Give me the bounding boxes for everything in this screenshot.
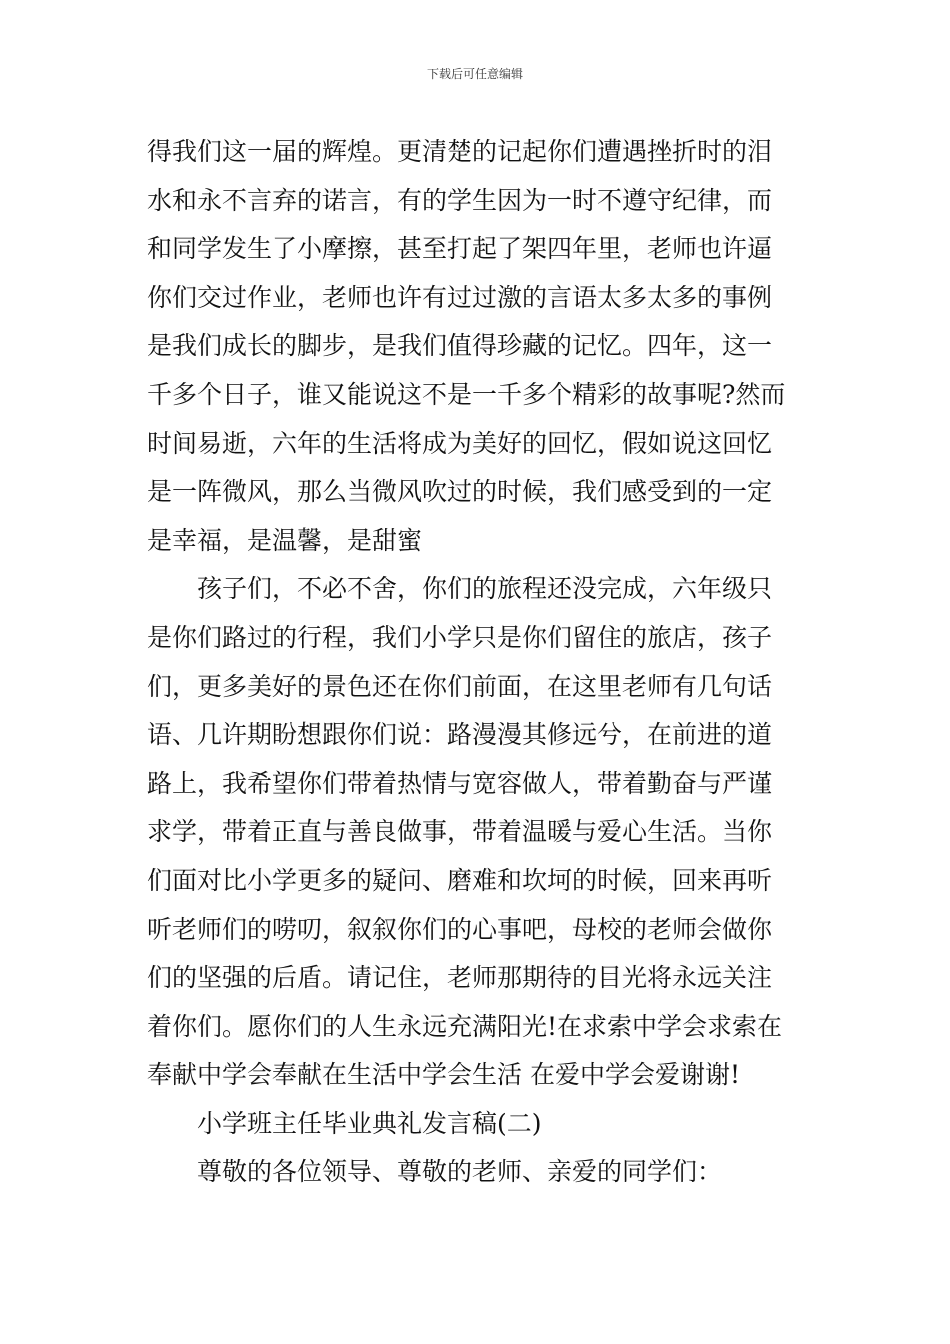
text-line: 们的坚强的后盾。请记住，老师那期待的目光将永远关注 <box>147 963 773 993</box>
text-line: 水和永不言弃的诺言，有的学生因为一时不遵守纪律，而 <box>147 185 773 215</box>
text-line: 奉献中学会奉献在生活中学会生活 在爱中学会爱谢谢! <box>147 1060 740 1090</box>
text-line: 时间易逝，六年的生活将成为美好的回忆，假如说这回忆 <box>147 428 773 458</box>
text-line: 语、几许期盼想跟你们说：路漫漫其修远兮，在前进的道 <box>147 720 773 750</box>
text-line: 得我们这一届的辉煌。更清楚的记起你们遭遇挫折时的泪 <box>147 137 773 166</box>
text-line: 们，更多美好的景色还在你们前面，在这里老师有几句话 <box>147 671 773 701</box>
page-header-note: 下载后可任意编辑 <box>426 67 523 81</box>
text-line: 着你们。愿你们的人生永远充满阳光!在求索中学会求索在 <box>147 1011 783 1041</box>
text-line: 是幸福，是温馨，是甜蜜 <box>147 525 423 555</box>
text-line: 千多个日子，谁又能说这不是一千多个精彩的故事呢?然而 <box>147 379 786 409</box>
text-line: 听老师们的唠叨，叙叙你们的心事吧，母校的老师会做你 <box>147 914 773 944</box>
text-line: 是我们成长的脚步，是我们值得珍藏的记忆。四年，这一 <box>147 331 773 361</box>
text-line: 路上，我希望你们带着热情与宽容做人，带着勤奋与严谨 <box>147 768 773 798</box>
text-line: 们面对比小学更多的疑问、磨难和坎坷的时候，回来再听 <box>147 865 773 895</box>
paragraph-start-line: 孩子们，不必不舍，你们的旅程还没完成，六年级只 <box>197 574 773 604</box>
section-heading: 小学班主任毕业典礼发言稿(二) <box>197 1108 542 1138</box>
text-line: 是你们路过的行程，我们小学只是你们留住的旅店，孩子 <box>147 622 773 652</box>
salutation-line: 尊敬的各位领导、尊敬的老师、亲爱的同学们： <box>197 1157 723 1187</box>
text-line: 是一阵微风，那么当微风吹过的时候，我们感受到的一定 <box>147 477 773 507</box>
document-body <box>147 128 809 1197</box>
text-line: 和同学发生了小摩擦，甚至打起了架四年里，老师也许逼 <box>147 234 773 264</box>
text-line: 求学，带着正直与善良做事，带着温暖与爱心生活。当你 <box>147 817 773 847</box>
text-line: 你们交过作业，老师也许有过过激的言语太多太多的事例 <box>147 282 773 312</box>
